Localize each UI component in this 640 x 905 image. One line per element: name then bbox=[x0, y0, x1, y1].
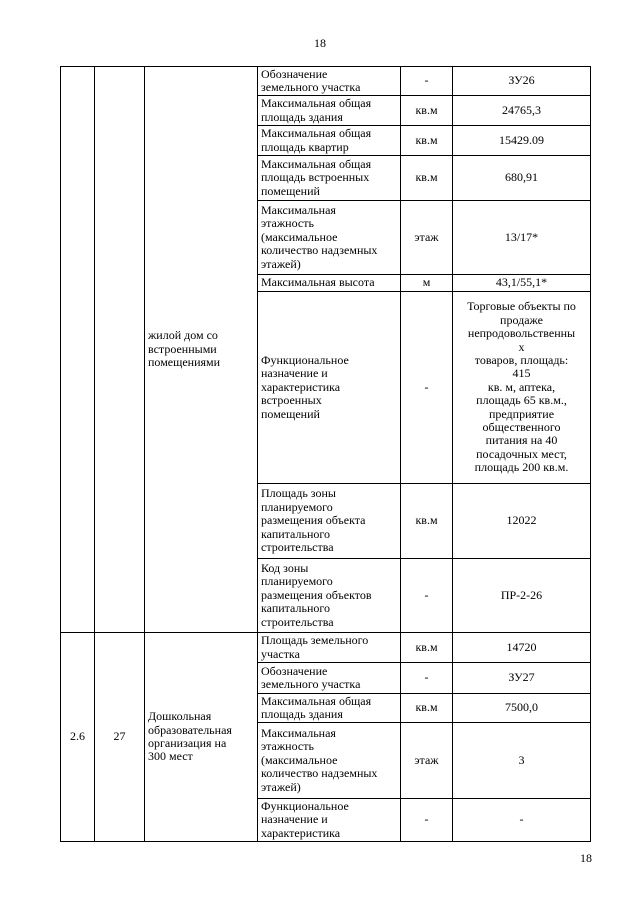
unit-cell: кв.м bbox=[401, 156, 453, 201]
param-cell: Максимальная этажность (максимальное количество надземных этажей) bbox=[258, 201, 401, 275]
value-cell: 3 bbox=[453, 723, 591, 799]
unit-cell: кв.м bbox=[401, 694, 453, 723]
value-cell: Торговые объекты по продаже непродовольственны х товаров, площадь: 415 кв. м, аптека, площадь 65 кв.м., предприятие общественного питания на 40 посадочных мест, площадь 200 кв.м. bbox=[453, 292, 591, 484]
object-number-cell: 27 bbox=[95, 633, 145, 842]
table-row bbox=[61, 633, 591, 663]
unit-cell: - bbox=[401, 799, 453, 842]
param-cell: Обозначение земельного участка bbox=[258, 663, 401, 694]
value-cell: 680,91 bbox=[453, 156, 591, 201]
page-number-bottom: 18 bbox=[580, 851, 592, 865]
unit-cell: - bbox=[401, 67, 453, 96]
unit-cell: кв.м bbox=[401, 633, 453, 663]
param-cell: Максимальная этажность (максимальное количество надземных этажей) bbox=[258, 723, 401, 799]
param-cell: Площадь земельного участка bbox=[258, 633, 401, 663]
value-cell: 24765,3 bbox=[453, 96, 591, 126]
param-cell: Обозначение земельного участка bbox=[258, 67, 401, 96]
unit-cell: - bbox=[401, 292, 453, 484]
param-cell: Максимальная общая площадь здания bbox=[258, 694, 401, 723]
row-number-cell bbox=[61, 67, 95, 633]
param-cell: Код зоны планируемого размещения объектов капитального строительства bbox=[258, 559, 401, 633]
object-name-cell: Дошкольная образовательная организация на 300 мест bbox=[145, 633, 258, 842]
unit-cell: этаж bbox=[401, 201, 453, 275]
unit-cell: кв.м bbox=[401, 126, 453, 156]
value-cell: 12022 bbox=[453, 484, 591, 559]
param-cell: Площадь зоны планируемого размещения объекта капитального строительства bbox=[258, 484, 401, 559]
unit-cell: м bbox=[401, 275, 453, 292]
unit-cell: - bbox=[401, 559, 453, 633]
value-cell: 15429.09 bbox=[453, 126, 591, 156]
unit-cell: - bbox=[401, 663, 453, 694]
param-cell: Максимальная общая площадь квартир bbox=[258, 126, 401, 156]
param-cell: Функциональное назначение и характеристика bbox=[258, 799, 401, 842]
object-number-cell bbox=[95, 67, 145, 633]
unit-cell: кв.м bbox=[401, 484, 453, 559]
value-cell: ЗУ27 bbox=[453, 663, 591, 694]
page-number-top: 18 bbox=[314, 36, 326, 50]
param-cell: Максимальная общая площадь здания bbox=[258, 96, 401, 126]
parameters-table bbox=[60, 66, 591, 842]
unit-cell: этаж bbox=[401, 723, 453, 799]
value-cell: ЗУ26 bbox=[453, 67, 591, 96]
table-row bbox=[61, 67, 591, 96]
param-cell: Функциональное назначение и характеристика встроенных помещений bbox=[258, 292, 401, 484]
value-cell: 14720 bbox=[453, 633, 591, 663]
row-number-cell: 2.6 bbox=[61, 633, 95, 842]
value-cell: ПР-2-26 bbox=[453, 559, 591, 633]
value-cell: 7500,0 bbox=[453, 694, 591, 723]
param-cell: Максимальная высота bbox=[258, 275, 401, 292]
object-name-cell: жилой дом со встроенными помещениями bbox=[145, 67, 258, 633]
value-cell: 43,1/55,1* bbox=[453, 275, 591, 292]
unit-cell: кв.м bbox=[401, 96, 453, 126]
value-cell: - bbox=[453, 799, 591, 842]
param-cell: Максимальная общая площадь встроенных помещений bbox=[258, 156, 401, 201]
value-cell: 13/17* bbox=[453, 201, 591, 275]
